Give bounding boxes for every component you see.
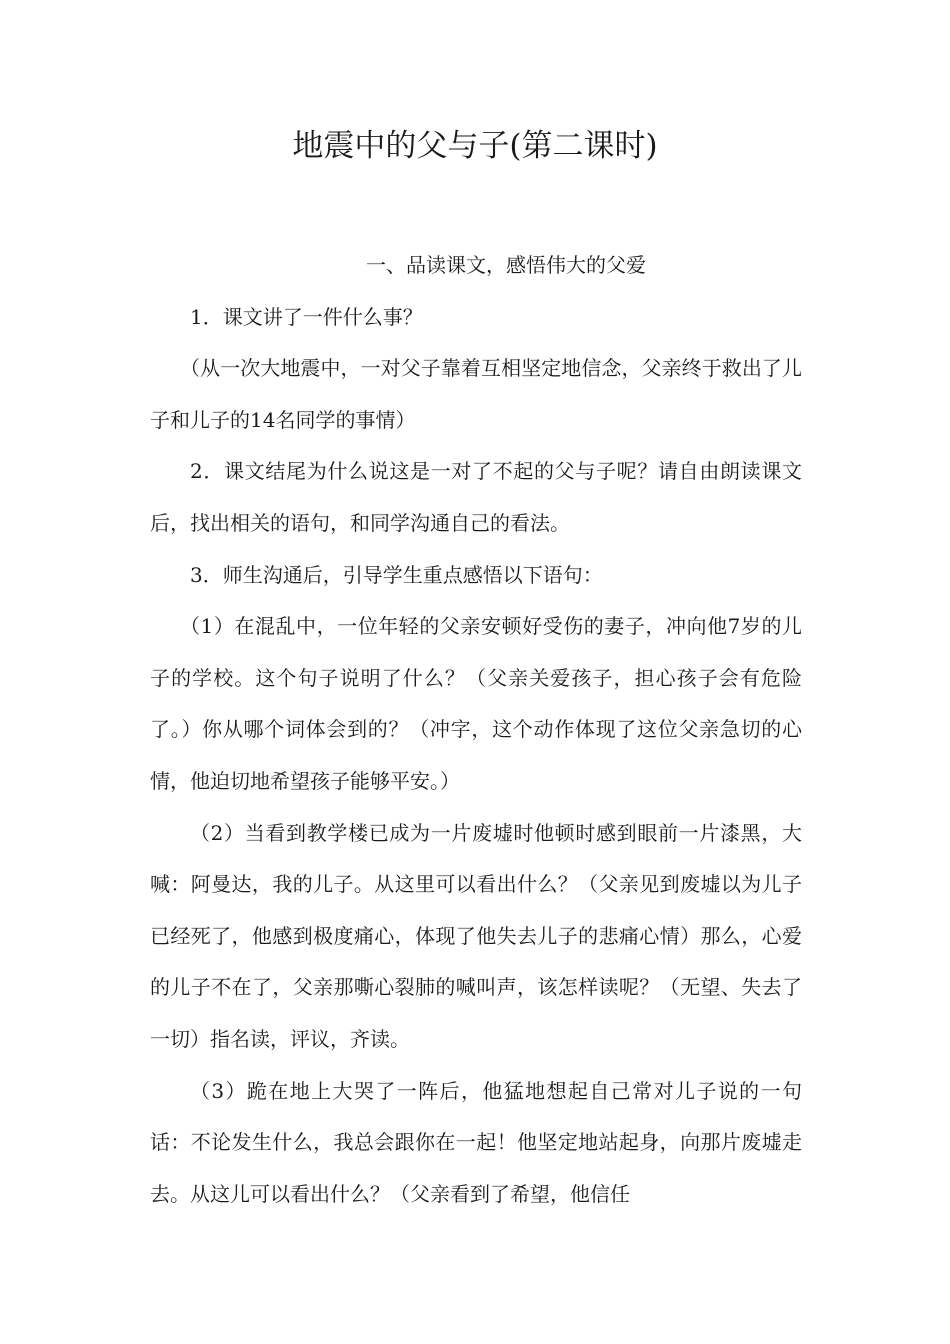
- paragraph-answer-1: （从一次大地震中，一对父子靠着互相坚定地信念，父亲终于救出了儿子和儿子的14名同学的事情）: [150, 356, 802, 432]
- section-heading: 一、品读课文，感悟伟大的父爱: [366, 253, 646, 277]
- paragraph-sentence-1: （1）在混乱中，一位年轻的父亲安顿好受伤的妻子，冲向他7岁的儿子的学校。这个句子说明了什么？（父亲关爱孩子，担心孩子会有危险了。）你从哪个词体会到的？（冲字，这个动作体现了这位父亲急切的心情，他迫切地希望孩子能够平安。）: [150, 614, 802, 793]
- document-body: [150, 240, 802, 1220]
- paragraph-question-3: 3．师生沟通后，引导学生重点感悟以下语句：: [190, 562, 603, 587]
- paragraph-question-1: 1．课文讲了一件什么事？: [190, 304, 423, 329]
- paragraph-question-2: 2．课文结尾为什么说这是一对了不起的父与子呢？请自由朗读课文后，找出相关的语句，和同学沟通自己的看法。: [150, 459, 802, 535]
- document-title: 地震中的父与子(第二课时): [292, 128, 658, 164]
- paragraph-sentence-3: （3）跪在地上大哭了一阵后，他猛地想起自己常对儿子说的一句话：不论发生什么，我总会跟你在一起！他坚定地站起身，向那片废墟走去。从这儿可以看出什么？（父亲看到了希望，他信任: [150, 1078, 802, 1206]
- paragraph-sentence-2: （2）当看到教学楼已成为一片废墟时他顿时感到眼前一片漆黑，大喊：阿曼达，我的儿子。从这里可以看出什么？（父亲见到废墟以为儿子已经死了，他感到极度痛心，体现了他失去儿子的悲痛心情）那么，心爱的儿子不在了，父亲那嘶心裂肺的喊叫声，该怎样读呢？（无望、失去了一切）指名读，评议，齐读。: [150, 820, 802, 1051]
